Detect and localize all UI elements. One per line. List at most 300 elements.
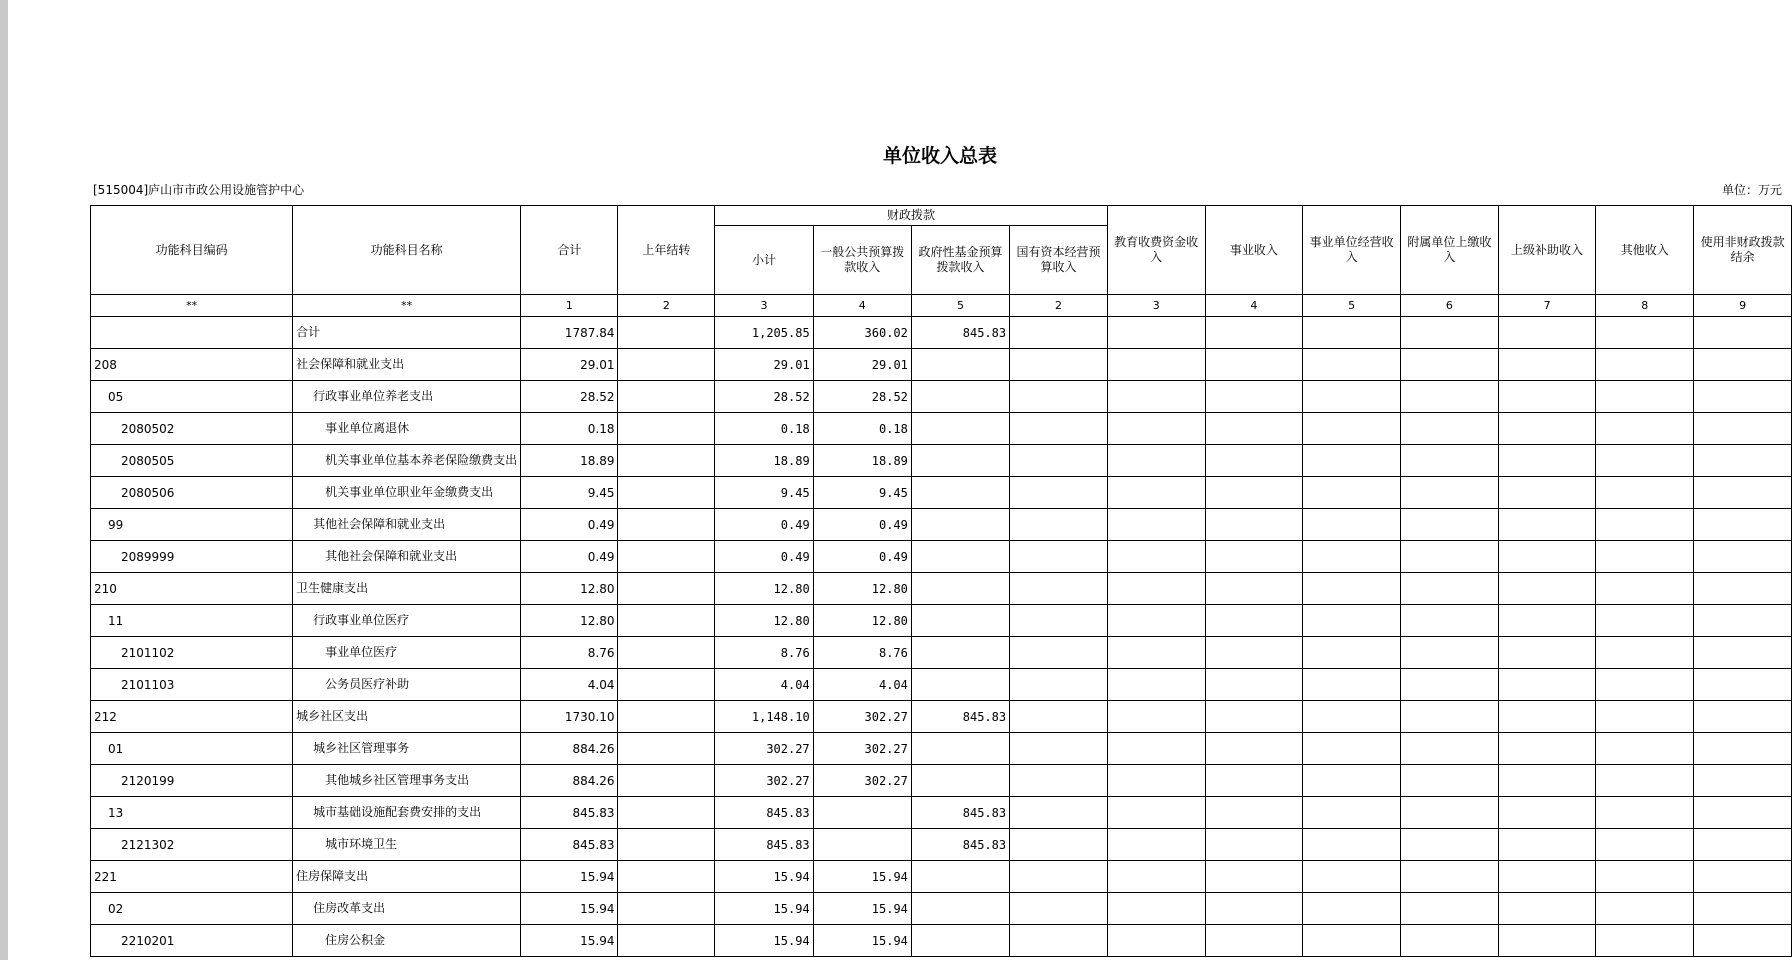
cell-name: 机关事业单位职业年金缴费支出 (293, 477, 521, 509)
cell-general-budget: 0.49 (813, 541, 911, 573)
cell-general-budget: 12.80 (813, 605, 911, 637)
cell-affiliated (1400, 733, 1498, 765)
header-total: 合计 (521, 206, 618, 295)
cell-other (1596, 509, 1694, 541)
cell-total: 15.94 (521, 861, 618, 893)
cell-total: 9.45 (521, 477, 618, 509)
cell-subtotal: 18.89 (715, 445, 813, 477)
cell-code: 208 (91, 349, 293, 381)
table-row (91, 765, 1792, 797)
table-row (91, 445, 1792, 477)
cell-code: 2101103 (91, 669, 293, 701)
cell-non-fiscal-balance (1694, 701, 1792, 733)
cell-total: 8.76 (521, 637, 618, 669)
index-cell: 2 (1010, 295, 1108, 317)
cell-superior-subsidy (1498, 829, 1596, 861)
cell-other (1596, 637, 1694, 669)
cell-carryover (618, 861, 715, 893)
cell-carryover (618, 797, 715, 829)
cell-other (1596, 381, 1694, 413)
cell-non-fiscal-balance (1694, 765, 1792, 797)
cell-name: 住房改革支出 (293, 893, 521, 925)
cell-code: 02 (91, 893, 293, 925)
cell-superior-subsidy (1498, 701, 1596, 733)
cell-state-capital (1010, 541, 1108, 573)
cell-affiliated (1400, 701, 1498, 733)
cell-total: 1787.84 (521, 317, 618, 349)
cell-general-budget: 18.89 (813, 445, 911, 477)
cell-non-fiscal-balance (1694, 573, 1792, 605)
cell-operating-income (1303, 605, 1401, 637)
cell-total: 845.83 (521, 797, 618, 829)
table-row (91, 733, 1792, 765)
cell-state-capital (1010, 509, 1108, 541)
cell-other (1596, 573, 1694, 605)
cell-superior-subsidy (1498, 573, 1596, 605)
cell-carryover (618, 893, 715, 925)
table-row (91, 573, 1792, 605)
table-row (91, 317, 1792, 349)
header-gov-fund: 政府性基金预算拨款收入 (911, 226, 1009, 295)
header-fiscal-group: 财政拨款 (715, 206, 1108, 226)
cell-affiliated (1400, 861, 1498, 893)
cell-name: 卫生健康支出 (293, 573, 521, 605)
cell-edu-fee (1107, 349, 1205, 381)
cell-carryover (618, 381, 715, 413)
cell-carryover (618, 701, 715, 733)
cell-carryover (618, 605, 715, 637)
cell-total: 12.80 (521, 605, 618, 637)
cell-business-income (1205, 637, 1303, 669)
cell-superior-subsidy (1498, 445, 1596, 477)
cell-gov-fund (911, 893, 1009, 925)
cell-name: 机关事业单位基本养老保险缴费支出 (293, 445, 521, 477)
cell-edu-fee (1107, 829, 1205, 861)
cell-edu-fee (1107, 733, 1205, 765)
cell-subtotal: 9.45 (715, 477, 813, 509)
cell-code: 221 (91, 861, 293, 893)
index-cell: ** (91, 295, 293, 317)
cell-non-fiscal-balance (1694, 605, 1792, 637)
cell-business-income (1205, 605, 1303, 637)
cell-total: 0.49 (521, 541, 618, 573)
table-row (91, 477, 1792, 509)
cell-other (1596, 669, 1694, 701)
cell-state-capital (1010, 349, 1108, 381)
cell-other (1596, 445, 1694, 477)
table-row (91, 541, 1792, 573)
cell-non-fiscal-balance (1694, 317, 1792, 349)
cell-superior-subsidy (1498, 349, 1596, 381)
header-code: 功能科目编码 (91, 206, 293, 295)
cell-carryover (618, 509, 715, 541)
cell-code (91, 317, 293, 349)
cell-operating-income (1303, 733, 1401, 765)
cell-business-income (1205, 349, 1303, 381)
cell-name: 社会保障和就业支出 (293, 349, 521, 381)
cell-other (1596, 541, 1694, 573)
unit-label: 单位：万元 (1721, 183, 1782, 197)
cell-subtotal: 302.27 (715, 733, 813, 765)
cell-name: 住房公积金 (293, 925, 521, 957)
cell-non-fiscal-balance (1694, 669, 1792, 701)
cell-affiliated (1400, 413, 1498, 445)
cell-other (1596, 893, 1694, 925)
cell-superior-subsidy (1498, 413, 1596, 445)
cell-state-capital (1010, 381, 1108, 413)
cell-carryover (618, 573, 715, 605)
cell-state-capital (1010, 413, 1108, 445)
cell-edu-fee (1107, 317, 1205, 349)
cell-edu-fee (1107, 797, 1205, 829)
cell-affiliated (1400, 829, 1498, 861)
cell-other (1596, 829, 1694, 861)
cell-name: 事业单位离退休 (293, 413, 521, 445)
cell-non-fiscal-balance (1694, 445, 1792, 477)
cell-gov-fund (911, 669, 1009, 701)
cell-general-budget: 9.45 (813, 477, 911, 509)
cell-business-income (1205, 797, 1303, 829)
cell-carryover (618, 829, 715, 861)
cell-gov-fund (911, 637, 1009, 669)
cell-non-fiscal-balance (1694, 733, 1792, 765)
cell-superior-subsidy (1498, 733, 1596, 765)
cell-carryover (618, 445, 715, 477)
cell-business-income (1205, 669, 1303, 701)
cell-total: 0.49 (521, 509, 618, 541)
cell-subtotal: 8.76 (715, 637, 813, 669)
table-row (91, 669, 1792, 701)
cell-general-budget: 29.01 (813, 349, 911, 381)
cell-name: 其他社会保障和就业支出 (293, 541, 521, 573)
cell-other (1596, 477, 1694, 509)
cell-operating-income (1303, 541, 1401, 573)
cell-business-income (1205, 925, 1303, 957)
cell-state-capital (1010, 605, 1108, 637)
cell-general-budget (813, 829, 911, 861)
cell-subtotal: 15.94 (715, 893, 813, 925)
cell-business-income (1205, 381, 1303, 413)
cell-gov-fund (911, 733, 1009, 765)
cell-superior-subsidy (1498, 637, 1596, 669)
cell-operating-income (1303, 477, 1401, 509)
cell-name: 城乡社区支出 (293, 701, 521, 733)
cell-total: 884.26 (521, 765, 618, 797)
header-superior-subsidy: 上级补助收入 (1498, 206, 1596, 295)
cell-gov-fund (911, 445, 1009, 477)
table-row (91, 829, 1792, 861)
cell-gov-fund (911, 381, 1009, 413)
cell-affiliated (1400, 509, 1498, 541)
cell-name: 城乡社区管理事务 (293, 733, 521, 765)
cell-carryover (618, 637, 715, 669)
cell-business-income (1205, 413, 1303, 445)
cell-carryover (618, 413, 715, 445)
cell-gov-fund: 845.83 (911, 797, 1009, 829)
cell-general-budget: 15.94 (813, 925, 911, 957)
cell-general-budget: 28.52 (813, 381, 911, 413)
cell-subtotal: 845.83 (715, 829, 813, 861)
cell-general-budget: 302.27 (813, 765, 911, 797)
cell-non-fiscal-balance (1694, 477, 1792, 509)
cell-business-income (1205, 509, 1303, 541)
cell-operating-income (1303, 765, 1401, 797)
table-row (91, 797, 1792, 829)
cell-code: 2101102 (91, 637, 293, 669)
cell-affiliated (1400, 445, 1498, 477)
cell-edu-fee (1107, 445, 1205, 477)
header-name: 功能科目名称 (293, 206, 521, 295)
cell-edu-fee (1107, 893, 1205, 925)
header-edu-fee: 教育收费资金收入 (1107, 206, 1205, 295)
cell-other (1596, 925, 1694, 957)
cell-gov-fund: 845.83 (911, 829, 1009, 861)
cell-edu-fee (1107, 701, 1205, 733)
cell-carryover (618, 477, 715, 509)
cell-non-fiscal-balance (1694, 797, 1792, 829)
cell-code: 2080505 (91, 445, 293, 477)
cell-subtotal: 1,148.10 (715, 701, 813, 733)
index-cell: 5 (1303, 295, 1401, 317)
cell-state-capital (1010, 733, 1108, 765)
cell-affiliated (1400, 541, 1498, 573)
cell-operating-income (1303, 509, 1401, 541)
cell-business-income (1205, 733, 1303, 765)
cell-other (1596, 317, 1694, 349)
header-carryover: 上年结转 (618, 206, 715, 295)
cell-total: 28.52 (521, 381, 618, 413)
cell-carryover (618, 765, 715, 797)
cell-gov-fund (911, 541, 1009, 573)
cell-code: 210 (91, 573, 293, 605)
cell-subtotal: 12.80 (715, 573, 813, 605)
cell-other (1596, 733, 1694, 765)
cell-total: 12.80 (521, 573, 618, 605)
cell-state-capital (1010, 893, 1108, 925)
cell-operating-income (1303, 381, 1401, 413)
cell-superior-subsidy (1498, 765, 1596, 797)
header-subtotal: 小计 (715, 226, 813, 295)
cell-affiliated (1400, 381, 1498, 413)
cell-non-fiscal-balance (1694, 893, 1792, 925)
cell-operating-income (1303, 669, 1401, 701)
cell-affiliated (1400, 925, 1498, 957)
cell-state-capital (1010, 861, 1108, 893)
cell-edu-fee (1107, 861, 1205, 893)
cell-affiliated (1400, 605, 1498, 637)
cell-gov-fund (911, 509, 1009, 541)
cell-other (1596, 701, 1694, 733)
cell-general-budget: 4.04 (813, 669, 911, 701)
income-summary-table (90, 205, 1792, 957)
cell-name: 住房保障支出 (293, 861, 521, 893)
cell-business-income (1205, 765, 1303, 797)
cell-edu-fee (1107, 413, 1205, 445)
cell-carryover (618, 669, 715, 701)
cell-operating-income (1303, 445, 1401, 477)
cell-edu-fee (1107, 509, 1205, 541)
cell-operating-income (1303, 925, 1401, 957)
cell-non-fiscal-balance (1694, 829, 1792, 861)
cell-state-capital (1010, 573, 1108, 605)
index-cell: 8 (1596, 295, 1694, 317)
cell-state-capital (1010, 765, 1108, 797)
cell-operating-income (1303, 637, 1401, 669)
index-cell: 2 (618, 295, 715, 317)
cell-state-capital (1010, 445, 1108, 477)
table-body (91, 295, 1792, 957)
cell-business-income (1205, 317, 1303, 349)
cell-gov-fund (911, 413, 1009, 445)
cell-superior-subsidy (1498, 797, 1596, 829)
cell-subtotal: 29.01 (715, 349, 813, 381)
cell-code: 212 (91, 701, 293, 733)
cell-operating-income (1303, 893, 1401, 925)
cell-superior-subsidy (1498, 541, 1596, 573)
cell-general-budget: 302.27 (813, 733, 911, 765)
cell-subtotal: 0.49 (715, 541, 813, 573)
cell-business-income (1205, 701, 1303, 733)
cell-name: 事业单位医疗 (293, 637, 521, 669)
cell-carryover (618, 925, 715, 957)
cell-total: 884.26 (521, 733, 618, 765)
cell-subtotal: 15.94 (715, 861, 813, 893)
cell-subtotal: 1,205.85 (715, 317, 813, 349)
cell-non-fiscal-balance (1694, 637, 1792, 669)
cell-general-budget: 0.49 (813, 509, 911, 541)
cell-general-budget (813, 797, 911, 829)
cell-operating-income (1303, 317, 1401, 349)
cell-name: 行政事业单位医疗 (293, 605, 521, 637)
cell-affiliated (1400, 797, 1498, 829)
cell-total: 15.94 (521, 893, 618, 925)
index-cell: ** (293, 295, 521, 317)
cell-affiliated (1400, 573, 1498, 605)
cell-subtotal: 302.27 (715, 765, 813, 797)
cell-superior-subsidy (1498, 669, 1596, 701)
cell-operating-income (1303, 349, 1401, 381)
cell-edu-fee (1107, 765, 1205, 797)
cell-name: 其他社会保障和就业支出 (293, 509, 521, 541)
cell-code: 2080502 (91, 413, 293, 445)
cell-operating-income (1303, 701, 1401, 733)
table-row (91, 701, 1792, 733)
cell-other (1596, 861, 1694, 893)
cell-superior-subsidy (1498, 605, 1596, 637)
cell-operating-income (1303, 573, 1401, 605)
cell-superior-subsidy (1498, 317, 1596, 349)
cell-code: 2089999 (91, 541, 293, 573)
cell-operating-income (1303, 797, 1401, 829)
cell-code: 2121302 (91, 829, 293, 861)
cell-gov-fund (911, 861, 1009, 893)
cell-total: 4.04 (521, 669, 618, 701)
cell-general-budget: 12.80 (813, 573, 911, 605)
cell-other (1596, 605, 1694, 637)
index-cell: 6 (1400, 295, 1498, 317)
cell-operating-income (1303, 861, 1401, 893)
cell-business-income (1205, 541, 1303, 573)
cell-superior-subsidy (1498, 509, 1596, 541)
index-row (91, 295, 1792, 317)
cell-superior-subsidy (1498, 477, 1596, 509)
cell-code: 05 (91, 381, 293, 413)
header-general-budget: 一般公共预算拨款收入 (813, 226, 911, 295)
cell-total: 29.01 (521, 349, 618, 381)
index-cell: 5 (911, 295, 1009, 317)
cell-subtotal: 28.52 (715, 381, 813, 413)
cell-other (1596, 349, 1694, 381)
cell-edu-fee (1107, 573, 1205, 605)
cell-affiliated (1400, 349, 1498, 381)
table-row (91, 861, 1792, 893)
header-operating-income: 事业单位经营收入 (1303, 206, 1401, 295)
cell-superior-subsidy (1498, 861, 1596, 893)
table-row (91, 637, 1792, 669)
cell-subtotal: 0.49 (715, 509, 813, 541)
cell-general-budget: 15.94 (813, 893, 911, 925)
cell-other (1596, 797, 1694, 829)
cell-gov-fund: 845.83 (911, 317, 1009, 349)
cell-business-income (1205, 477, 1303, 509)
table-row (91, 605, 1792, 637)
cell-affiliated (1400, 637, 1498, 669)
header-other: 其他收入 (1596, 206, 1694, 295)
cell-non-fiscal-balance (1694, 381, 1792, 413)
cell-non-fiscal-balance (1694, 541, 1792, 573)
cell-name: 行政事业单位养老支出 (293, 381, 521, 413)
cell-business-income (1205, 445, 1303, 477)
cell-operating-income (1303, 829, 1401, 861)
cell-gov-fund (911, 349, 1009, 381)
cell-superior-subsidy (1498, 925, 1596, 957)
cell-general-budget: 360.02 (813, 317, 911, 349)
cell-gov-fund: 845.83 (911, 701, 1009, 733)
cell-state-capital (1010, 637, 1108, 669)
cell-code: 11 (91, 605, 293, 637)
table-row (91, 925, 1792, 957)
cell-state-capital (1010, 829, 1108, 861)
cell-state-capital (1010, 797, 1108, 829)
cell-gov-fund (911, 573, 1009, 605)
header-affiliated: 附属单位上缴收入 (1400, 206, 1498, 295)
cell-edu-fee (1107, 541, 1205, 573)
table-row (91, 349, 1792, 381)
cell-non-fiscal-balance (1694, 925, 1792, 957)
cell-name: 城市环境卫生 (293, 829, 521, 861)
cell-gov-fund (911, 765, 1009, 797)
table-row (91, 893, 1792, 925)
cell-total: 0.18 (521, 413, 618, 445)
cell-edu-fee (1107, 477, 1205, 509)
index-cell: 4 (1205, 295, 1303, 317)
cell-name: 城市基础设施配套费安排的支出 (293, 797, 521, 829)
cell-superior-subsidy (1498, 893, 1596, 925)
header-state-capital: 国有资本经营预算收入 (1010, 226, 1108, 295)
cell-state-capital (1010, 669, 1108, 701)
cell-carryover (618, 317, 715, 349)
report-title: 单位收入总表 (882, 145, 997, 167)
cell-other (1596, 413, 1694, 445)
cell-general-budget: 8.76 (813, 637, 911, 669)
cell-total: 845.83 (521, 829, 618, 861)
cell-total: 1730.10 (521, 701, 618, 733)
cell-superior-subsidy (1498, 381, 1596, 413)
cell-affiliated (1400, 765, 1498, 797)
cell-state-capital (1010, 925, 1108, 957)
table-row (91, 509, 1792, 541)
cell-state-capital (1010, 701, 1108, 733)
